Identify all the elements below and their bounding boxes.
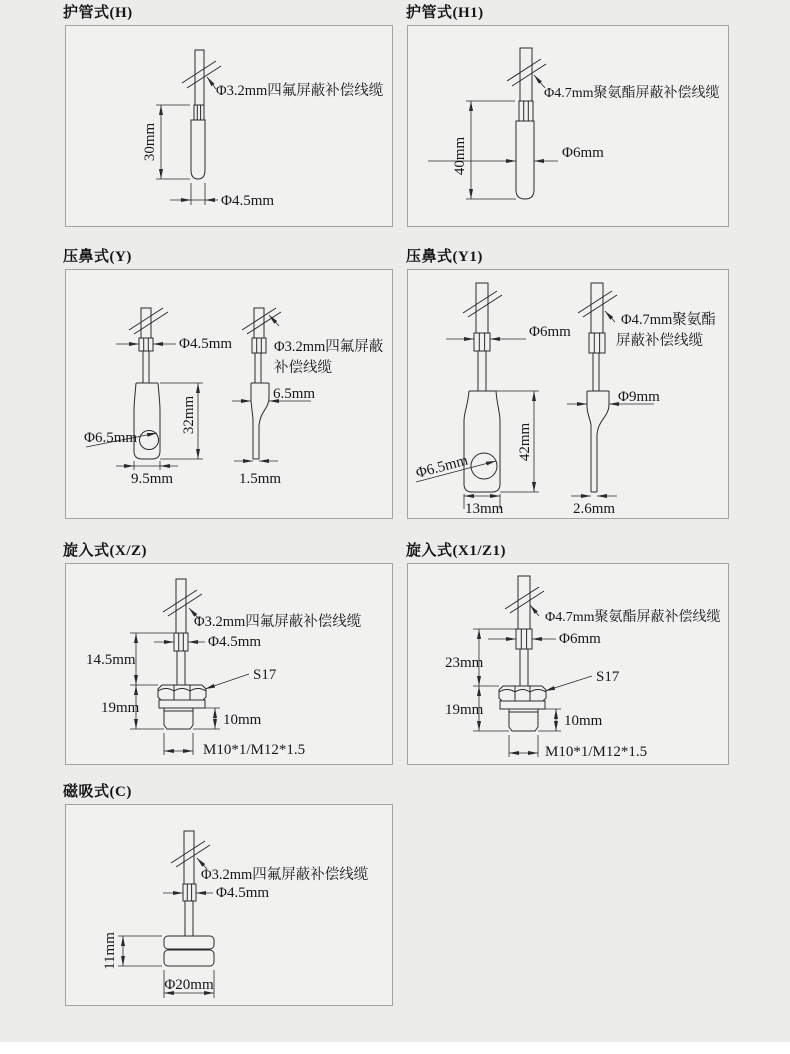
- length-label-h: 30mm: [142, 122, 158, 162]
- collar-diameter-label-y1: Φ6mm: [529, 324, 571, 340]
- thread-length-label-x1z1: 10mm: [564, 713, 603, 729]
- height-label-c: 11mm: [102, 932, 118, 970]
- lower-length-label-x1z1: 19mm: [445, 702, 484, 718]
- side-width-label-y: 6.5mm: [273, 386, 316, 402]
- drawing-h1: [408, 26, 728, 226]
- collar-diameter-label-x1z1: Φ6mm: [559, 631, 601, 647]
- panel-title-h1: 护管式(H1): [406, 5, 484, 21]
- dimensions-x1z1: [473, 605, 592, 757]
- cable-label-x1z1: Φ4.7mm聚氨酯屏蔽补偿线缆: [545, 610, 721, 625]
- lug-width-label-y1: 13mm: [465, 501, 504, 517]
- length-label-h1: 40mm: [452, 136, 468, 176]
- drawing-x1z1: [408, 564, 728, 764]
- probe-outline-h: [182, 50, 221, 179]
- diameter-label-c: Φ20mm: [164, 977, 214, 993]
- hex-label-x1z1: S17: [596, 669, 620, 685]
- probe-outline-xz: [158, 579, 206, 729]
- side-view-outline-y: [242, 308, 281, 459]
- length-label-y1: 42mm: [517, 422, 533, 462]
- thread-spec-label-xz: M10*1/M12*1.5: [203, 742, 306, 758]
- side-width-label-y1: Φ9mm: [618, 389, 660, 405]
- panel-y1: [407, 269, 729, 519]
- side-view-outline-y1: [578, 283, 617, 492]
- panel-y: [65, 269, 393, 519]
- drawing-y1: [408, 270, 728, 518]
- thread-length-label-xz: 10mm: [223, 712, 262, 728]
- drawing-c: [66, 805, 392, 1005]
- cable-label-c: Φ3.2mm四氟屏蔽补偿线缆: [201, 867, 369, 883]
- upper-length-label-x1z1: 23mm: [445, 655, 484, 671]
- drawing-y: [66, 270, 392, 518]
- hole-diameter-label-y: Φ6.5mm: [84, 430, 138, 446]
- tip-thickness-label-y1: 2.6mm: [573, 501, 616, 517]
- probe-outline-c: [164, 831, 214, 966]
- panel-xz: [65, 563, 393, 765]
- panel-title-y1: 压鼻式(Y1): [406, 249, 483, 265]
- panel-title-h: 护管式(H): [63, 5, 133, 21]
- cable-label-xz: Φ3.2mm四氟屏蔽补偿线缆: [194, 614, 362, 630]
- dimensions-xz: [130, 608, 249, 755]
- panel-title-y: 压鼻式(Y): [63, 249, 132, 265]
- panel-title-x1z1: 旋入式(X1/Z1): [406, 543, 506, 559]
- panel-title-xz: 旋入式(X/Z): [63, 543, 147, 559]
- drawing-h: [66, 26, 392, 226]
- panel-x1z1: [407, 563, 729, 765]
- collar-diameter-label-y: Φ4.5mm: [179, 336, 233, 352]
- upper-length-label-xz: 14.5mm: [86, 652, 136, 668]
- length-label-y: 32mm: [181, 395, 197, 435]
- dimensions-h1: [428, 75, 558, 199]
- footer-strip: [0, 1042, 790, 1054]
- dimensions-h: [156, 77, 218, 205]
- cable-label-line2-y: 补偿线缆: [274, 360, 332, 376]
- cable-label-line1-y1: Φ4.7mm聚氨酯: [621, 312, 716, 328]
- hole-diameter-label-y1: Φ6.5mm: [414, 452, 470, 482]
- collar-diameter-label-c: Φ4.5mm: [216, 885, 270, 901]
- cable-label-line2-y1: 屏蔽补偿线缆: [616, 333, 703, 349]
- diameter-label-h: Φ4.5mm: [221, 193, 275, 209]
- tip-thickness-label-y: 1.5mm: [239, 471, 282, 487]
- lower-length-label-xz: 19mm: [101, 700, 140, 716]
- panel-h: [65, 25, 393, 227]
- cable-label-h1: Φ4.7mm聚氨酯屏蔽补偿线缆: [544, 86, 720, 101]
- panel-title-c: 磁吸式(C): [63, 784, 132, 800]
- panel-h1: [407, 25, 729, 227]
- thread-spec-label-x1z1: M10*1/M12*1.5: [545, 744, 648, 760]
- drawing-xz: [66, 564, 392, 764]
- probe-outline-h1: [507, 48, 546, 199]
- cable-label-h: Φ3.2mm四氟屏蔽补偿线缆: [216, 83, 384, 99]
- front-view-outline-y1: [463, 283, 502, 492]
- probe-outline-x1z1: [499, 576, 546, 731]
- lug-width-label-y: 9.5mm: [131, 471, 174, 487]
- cable-label-line1-y: Φ3.2mm四氟屏蔽: [274, 339, 384, 355]
- hex-label-xz: S17: [253, 667, 277, 683]
- diameter-label-h1: Φ6mm: [562, 145, 604, 161]
- collar-diameter-label-xz: Φ4.5mm: [208, 634, 262, 650]
- panel-c: [65, 804, 393, 1006]
